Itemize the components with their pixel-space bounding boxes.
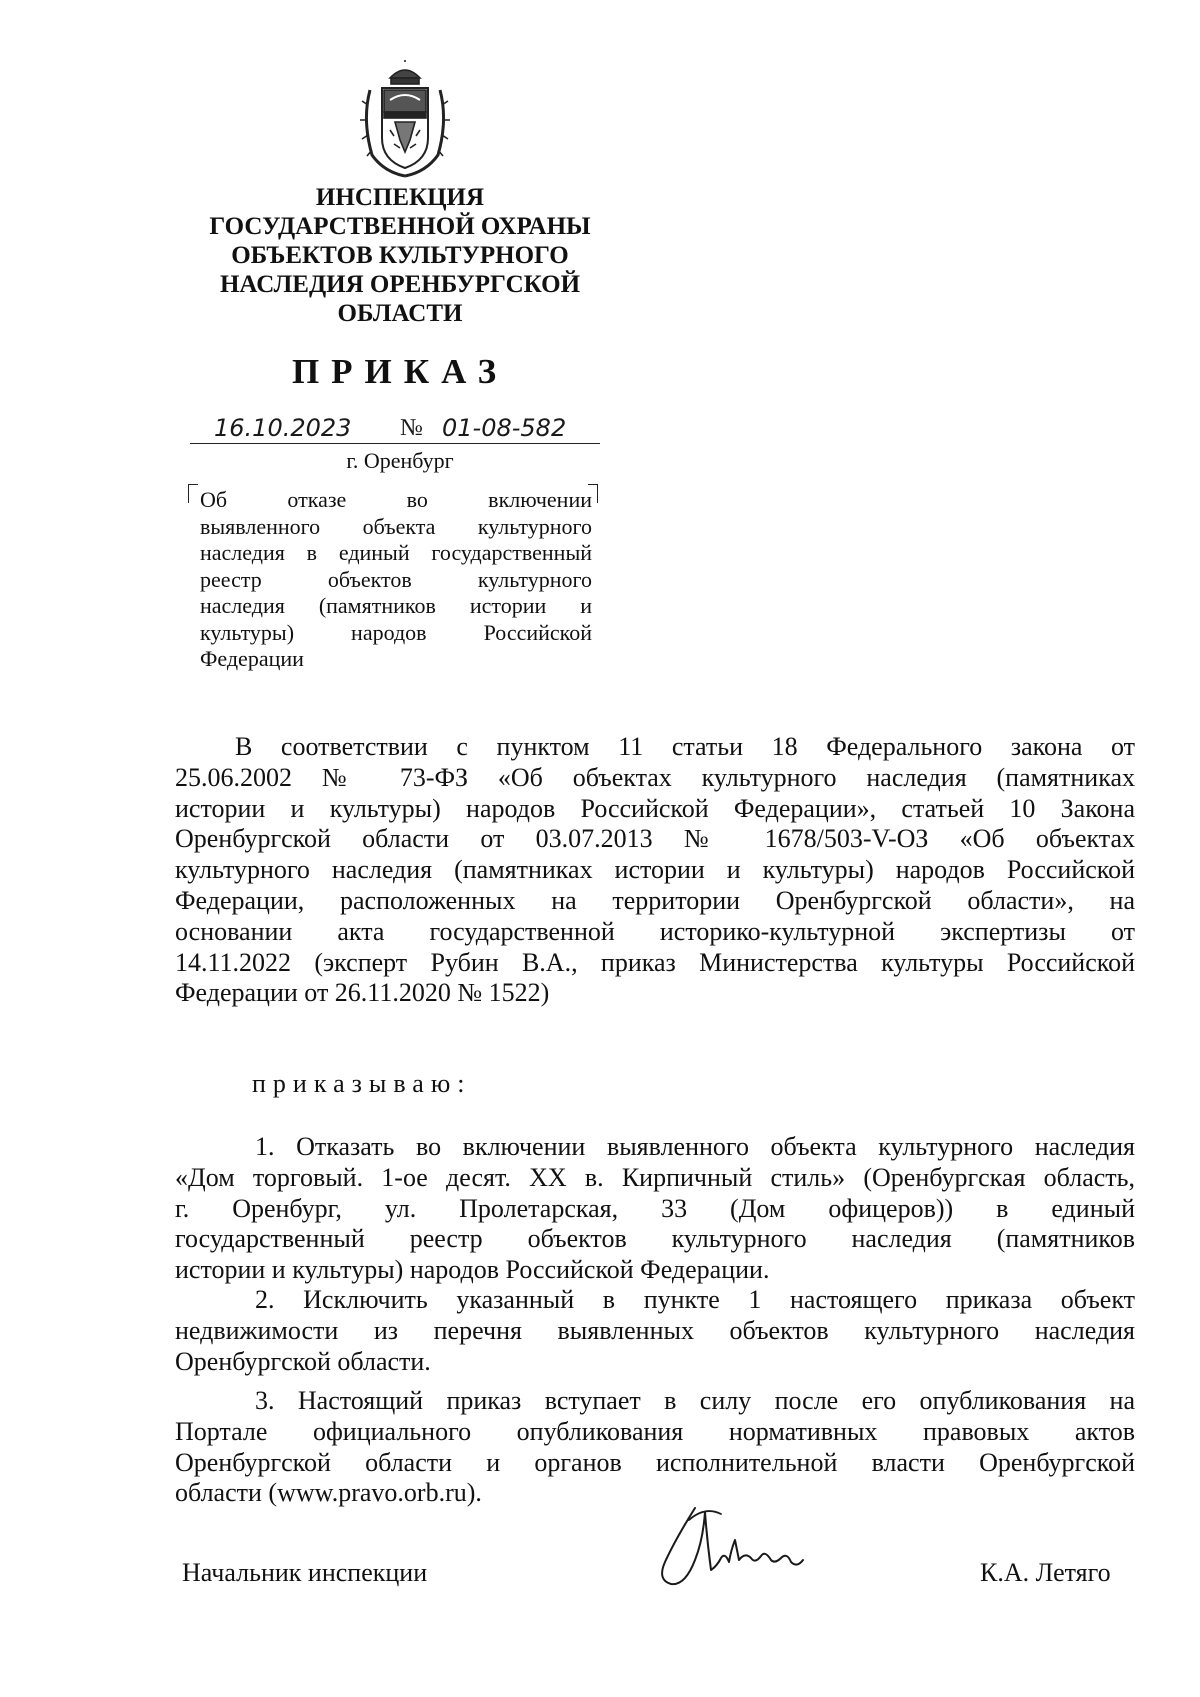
text-line: Оренбургской области и органов исполнительной власти Оренбургской xyxy=(175,1447,1135,1477)
subject-line: культуры) народов Российской xyxy=(200,619,592,645)
order-city: г. Оренбург xyxy=(346,448,454,473)
org-line: ОБЪЕКТОВ КУЛЬТУРНОГО xyxy=(231,242,569,269)
coat-of-arms-icon xyxy=(360,60,450,178)
subject-line: наследия (памятников истории и xyxy=(200,593,592,618)
text-line: области (www.pravo.orb.ru). xyxy=(175,1478,482,1508)
date-number-line xyxy=(190,412,600,448)
subject-line: наследия в единый государственный xyxy=(200,540,592,565)
subject-line: реестр объектов культурного xyxy=(200,566,592,592)
text-line: истории и культуры) народов Российской Федерации», статьей 10 Закона xyxy=(175,793,1135,823)
subject-corner-left xyxy=(188,484,198,503)
order-number: 01-08-582 xyxy=(442,414,567,442)
subject-line: Об отказе во включении xyxy=(200,487,592,512)
org-line: НАСЛЕДИЯ ОРЕНБУРГСКОЙ xyxy=(219,271,581,298)
order-date: 16.10.2023 xyxy=(214,414,352,442)
order-item-2 xyxy=(175,1285,1135,1377)
org-line: ГОСУДАРСТВЕННОЙ ОХРАНЫ xyxy=(209,213,591,240)
signer-name: К.А. Летяго xyxy=(980,1558,1111,1587)
text-line: г. Оренбург, ул. Пролетарская, 33 (Дом офицеров)) в единый xyxy=(175,1193,1135,1223)
text-line: культурного наследия (памятниках истории и культуры) народов Российской xyxy=(175,855,1135,885)
preamble-paragraph xyxy=(175,732,1135,1009)
text-line: Портале официального опубликования нормативных правовых актов xyxy=(175,1416,1135,1446)
text-line: В соответствии с пунктом 11 статьи 18 Федерального закона от xyxy=(235,732,1135,761)
underline xyxy=(190,443,600,444)
handwritten-signature xyxy=(655,1500,835,1590)
org-line: ОБЛАСТИ xyxy=(337,300,463,327)
text-line: Оренбургской области. xyxy=(175,1346,431,1376)
org-line: ИНСПЕКЦИЯ xyxy=(315,184,485,211)
text-line: 3. Настоящий приказ вступает в силу после его опубликования на xyxy=(255,1386,1135,1415)
text-line: 14.11.2022 (эксперт Рубин В.А., приказ Министерства культуры Российской xyxy=(175,947,1135,977)
order-item-3 xyxy=(175,1386,1135,1509)
text-line: истории и культуры) народов Российской Федерации. xyxy=(175,1255,770,1285)
text-line: недвижимости из перечня выявленных объектов культурного наследия xyxy=(175,1315,1135,1345)
text-line: Оренбургской области от 03.07.2013 № 1678/503-V-ОЗ «Об объектах xyxy=(175,824,1135,854)
organization-name xyxy=(180,183,620,328)
text-line: государственный реестр объектов культурного наследия (памятников xyxy=(175,1224,1135,1254)
document-type-title: ПРИКАЗ xyxy=(291,352,509,391)
subject-line: выявленного объекта культурного xyxy=(200,513,592,539)
text-line: 2. Исключить указанный в пункте 1 настоящего приказа объект xyxy=(255,1285,1135,1314)
text-line: Федерации от 26.11.2020 № 1522) xyxy=(175,978,550,1008)
order-item-1 xyxy=(175,1132,1135,1286)
subject-line: Федерации xyxy=(200,646,304,671)
order-subject xyxy=(200,487,592,673)
signer-position: Начальник инспекции xyxy=(182,1558,428,1587)
text-line: 25.06.2002 № 73-ФЗ «Об объектах культурного наследия (памятниках xyxy=(175,762,1135,792)
text-line: «Дом торговый. 1-ое десят. ХХ в. Кирпичный стиль» (Оренбургская область, xyxy=(175,1162,1135,1192)
decree-word: приказываю: xyxy=(252,1069,472,1098)
text-line: Федерации, расположенных на территории Оренбургской области», на xyxy=(175,885,1135,915)
text-line: 1. Отказать во включении выявленного объекта культурного наследия xyxy=(255,1132,1135,1161)
number-sign: № xyxy=(400,415,423,441)
text-line: основании акта государственной историко-культурной экспертизы от xyxy=(175,916,1135,946)
